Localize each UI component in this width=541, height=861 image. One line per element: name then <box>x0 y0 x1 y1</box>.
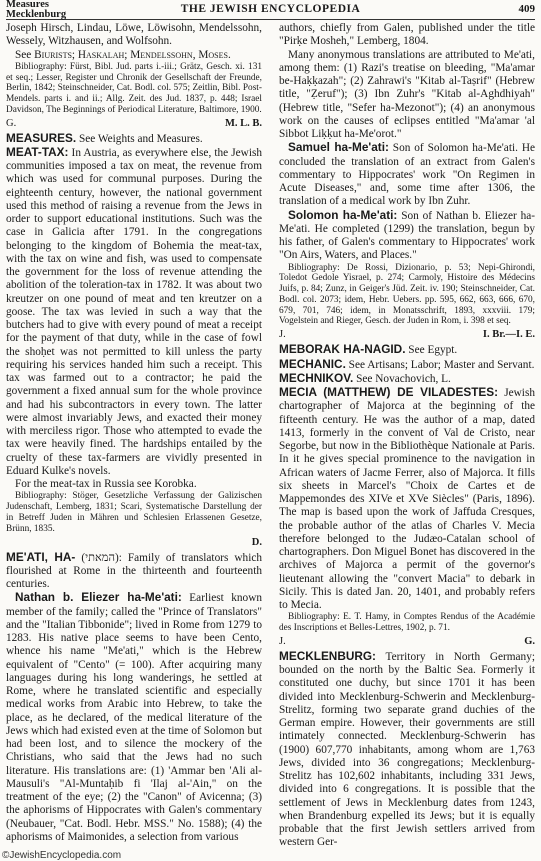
headword: MEAT-TAX: <box>6 144 69 159</box>
entry-mechnikov: MECHNIKOV. See Novachovich, L. <box>279 370 451 385</box>
page-title: THE JEWISH ENCYCLOPEDIA <box>180 3 361 15</box>
bibliography: Bibliography: Fürst, Bibl. Jud. parts i.-iii.; Grätz, Gesch. xi. 131 et seq.; Lesser, Register und Chronik der Gesellschaft der Freunde, Berlin, 1842; Steinschneider, Cat. Bodl. col. 575; Zeitlin, Bibl. Post-Mendels. parts i. and ii.; Allg. Zeit. des Jud. 1837, p. 448; Israel Davidson, The Beginnings of Periodical Literature, Baltimore, 1900. <box>6 61 262 115</box>
bibliography: Bibliography: Stöger, Gesetzliche Verfassung der Galizischen Judenschaft, Lemberg, 1831; Scari, Systematische Darstellung der in Betreff Juden in Mähren und Schlesien Erlassenen Gesetze, Brünn, 1835. <box>6 491 262 534</box>
entry-meat-tax: MEAT-TAX: In Austria, as everywhere else, the Jewish communities imposed a tax on meat, the revenue from which was used for communal purposes. During the eighteenth century, however, the national government used this method of raising a revenue from the Jews in order to support educational institutions. Such was the case in Galicia after 1791. In the congregations belonging to the kingdom of Bohemia the meat-tax, with the tax on wine and fish, was used to compensate the government for the loss of revenue attending the abolition of the toleration-tax in 1782. It was about two kreutzer on one pound of meat and ten kreutzer on a goose. The tax was levied in such a way that the butchers had to give with every pound of meat a receipt for the payment of that duty, while in the case of fowl the shoḥet was not permitted to kill unless the party requiring his services handed him such a receipt. This tax was farmed out to a contractor; he paid the government a fixed annual sum for the whole province and had his subcontractors in every town. The latter were almost invariably Jews, and exacted their money with merciless rigor. Those who attempted to evade the tax were heavily fined. The hardships entailed by the cruelty of these tax-farmers are vividly presented in Eduard Kulke's novels. <box>6 144 262 477</box>
headword: Samuel ha-Me'ati: <box>288 140 389 155</box>
headword: MEBORAK HA-NAGID. <box>279 342 406 357</box>
entry-mechanic: MECHANIC. See Artisans; Labor; Master and Servant. <box>279 356 535 371</box>
watermark: ©JewishEncyclopedia.com <box>2 850 122 861</box>
entry-measures: MEASURES. See Weights and Measures. <box>6 130 203 145</box>
entry-nathan: Nathan b. Eliezer ha-Me'ati: Earliest known member of the family; called the "Prince of Translators" and the "Italian Tibbonide"; lived in Rome from 1279 to 1283. His native place seems to have been Cento, whence his name "Me'ati," which is the Hebrew equivalent of "Cento" (= 100). After acquiring many languages during his long wanderings, he settled at Rome, where he translated scientific and especially medical works from Arabic into Hebrew, to take the place, as he declared, of the medical literature of the Jews which had existed even at the time of Solomon but had been lost, and to silence the mockery of the Christians, who said that the Jews had no such literature. His translations are: (1) 'Ammar ben 'Ali al-Mausuli's "Al-Muntaḥib fi 'Ilaj al-'Ain," on the treatment of the eye; (2) the "Canon" of Avicenna; (3) the aphorisms of Hippocrates with Galen's commentary (Neubauer, "Cat. Bodl. Hebr. MSS." No. 1588); (4) the aphorisms of Maimonides, a selection from various <box>6 590 263 843</box>
headword: Nathan b. Eliezer ha-Me'ati: <box>15 590 182 605</box>
continued-text: Joseph Hirsch, Lindau, Löwe, Löwisohn, Mendelssohn, Wessely, Witzhausen, and Wolfsohn. <box>6 22 262 48</box>
bibliography: Bibliography: De Rossi, Dizionario, p. 53; Nepi-Ghirondi, Toledot Gedole Yisrael, p. 274; Carmoly, Histoire des Médecins Juifs, p. 84; Zunz, in Geiger's Jüd. Zeit. iv. 190; Steinschneider, Cat. Bodl. col. 2073; idem, Hebr. Uebers. pp. 595, 662, 663, 666, 670, 679, 701, 746; idem, in Monatsschrift, 1893, xxxviii. 179; Vogelstein and Rieger, Gesch. der Juden in Rom, i. 398 et seq. <box>279 262 535 327</box>
signature: J. I. Br.—I. E. <box>279 329 535 341</box>
headword: MECHANIC. <box>279 356 346 371</box>
entry-samuel: Samuel ha-Me'ati: Son of Solomon ha-Me'ati. He concluded the translation of an extract from Galen's commentary to Hippocrates' work "On Regimen in Acute Diseases," and, some time after 1306, the translation of a medical work by Ibn Zuhr. <box>279 140 535 208</box>
see-also: See Biurists; Haskalah; Mendelssohn, Moses. <box>15 48 231 61</box>
entry-text: Many anonymous translations are attributed to Me'ati, among them: (1) Razi's treatise on bleeding, "Ma'amar be-Haḳḳazah"; (2) Zahrawi's "Kitab al-Taṣrif" (Hebrew title, "Ẓeruf"); (3) Ibn Zuhr's "Kitab al-Aghdhiyah" (Hebrew title, "Sefer ha-Mezonot"); (4) an anonymous work on the causes of eclipses entitled "Ma'amar 'al Sibbot Liḳḳut ha-Me'orot." <box>279 48 535 140</box>
bibliography: Bibliography: E. T. Hamy, in Comptes Rendus of the Académie des Inscriptions et Belles-Lettres, 1902, p. 71. <box>279 612 535 634</box>
entry-meati: ME'ATI, HA- (המאתי): Family of translators which flourished at Rome in the thirteenth and fourteenth centuries. <box>6 549 262 591</box>
headword: ME'ATI, HA- <box>6 549 76 564</box>
right-column <box>279 22 535 850</box>
continued-text: authors, chiefly from Galen, published under the title "Pirḳe Mosheh," Lemberg, 1804. <box>279 22 535 48</box>
signature: D. <box>251 536 262 548</box>
signature: G. M. L. B. <box>6 117 262 129</box>
headword: MEASURES. <box>6 130 77 145</box>
page-header <box>6 0 535 20</box>
entry-mecia: MECIA (MATTHEW) DE VILADESTES: Jewish chartographer of Majorca at the beginning of the fifteenth century. He was the author of a map, dated 1413, formerly in the convent of Val de Cristo, near Segorbe, but now in the Bibliothèque Nationale at Paris. In it he gives special prominence to the navigation in African waters of Jacme Ferrer, also of Majorca. It fills six sheets in Marcel's "Choix de Cartes et de Mappemondes des XIVe et XVe Siècles" (Paris, 1896). The map is based upon the work of Jaffuda Cresques, the probable author of the atlas of Charles V. Mecia therefore belonged to the Judæo-Catalan school of chartographers. Don Miguel Bonet has discovered in the archives of Majorca a permit of the governor's lieutenant allowing the "convert Macia" to debark in Sicily. This is dated Jan. 20, 1401, and probably refers to Mecia. <box>279 385 535 612</box>
headword: Solomon ha-Me'ati: <box>288 207 398 222</box>
signature: J. G. <box>279 635 535 647</box>
entry-solomon: Solomon ha-Me'ati: Son of Nathan b. Eliezer ha-Me'ati. He completed (1299) the translation, begun by his father, of Galen's commentary to Hippocrates' work "On Airs, Waters, and Places." <box>279 207 535 262</box>
entry-meborak: MEBORAK HA-NAGID. See Egypt. <box>279 342 458 357</box>
section-top: Measures <box>6 0 49 10</box>
page-number: 409 <box>518 3 535 15</box>
hebrew-name: (המאתי) <box>75 551 119 564</box>
headword: MECKLENBURG: <box>279 648 376 663</box>
headword: MECHNIKOV. <box>279 370 354 385</box>
headword: MECIA (MATTHEW) DE VILADESTES: <box>279 385 499 400</box>
entry-mecklenburg: MECKLENBURG: Territory in North Germany; bounded on the north by the Baltic Sea. Formerly it constituted one duchy, but since 1701 it has been divided into Mecklenburg-Schwerin and Mecklenburg-Strelitz, forming two separate grand duchies of the German empire. However, their governments are still intimately connected. Mecklenburg-Schwerin has (1900) 607,770 inhabitants, among whom are 1,763 Jews, divided into 36 congregations; Mecklenburg-Strelitz has 102,602 inhabitants, including 331 Jews, divided into 6 congregations. It is possible that the settlement of Jews in Mecklenburg dates from 1243, when Brandenburg expelled its Jews; but it is equally probable that the first Jewish settlers arrived from western Ger- <box>279 648 535 849</box>
entry-text: For the meat-tax in Russia see Korobka. <box>15 478 197 491</box>
left-column <box>6 22 262 844</box>
section-bottom: Mecklenburg <box>6 9 67 20</box>
